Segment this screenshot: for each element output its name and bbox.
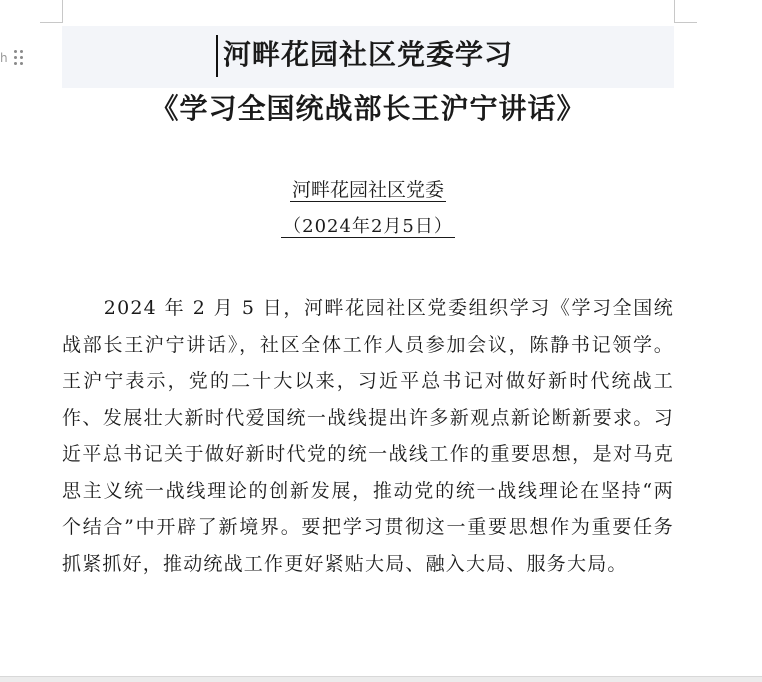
drag-grip-icon[interactable] bbox=[14, 50, 26, 66]
document-date[interactable]: （2024年2月5日） bbox=[283, 216, 453, 237]
page-corner-mark-top-left bbox=[40, 0, 63, 23]
organization-line bbox=[62, 174, 674, 206]
text-cursor bbox=[216, 35, 218, 77]
document-title[interactable]: 河畔花园社区党委学习 bbox=[222, 38, 513, 71]
body-paragraph[interactable]: 2024 年 2 月 5 日，河畔花园社区党委组织学习《学习全国统战部长王沪宁讲话》，社区全体工作人员参加会议，陈静书记领学。王沪宁表示，党的二十大以来，习近平总书记对做好新时代统战工作、发展壮大新时代爱国统一战线提出许多新观点新论断新要求。习近平总书记关于做好新时代党的统一战线工作的重要思想，是对马克思主义统一战线理论的创新发展，推动党的统一战线理论在坚持“两个结合”中开辟了新境界。要把学习贯彻这一重要思想作为重要任务抓紧抓好，推动统战工作更好紧贴大局、融入大局、服务大局。 bbox=[62, 297, 674, 575]
page-bottom-edge bbox=[0, 676, 762, 682]
document-subtitle[interactable]: 《学习全国统战部长王沪宁讲话》 bbox=[150, 92, 586, 125]
page-corner-mark-top-right bbox=[674, 0, 697, 23]
organization-name[interactable]: 河畔花园社区党委 bbox=[291, 179, 444, 201]
date-line bbox=[62, 212, 674, 242]
paragraph-handle[interactable] bbox=[0, 46, 30, 70]
heading-marker: h bbox=[0, 51, 8, 65]
